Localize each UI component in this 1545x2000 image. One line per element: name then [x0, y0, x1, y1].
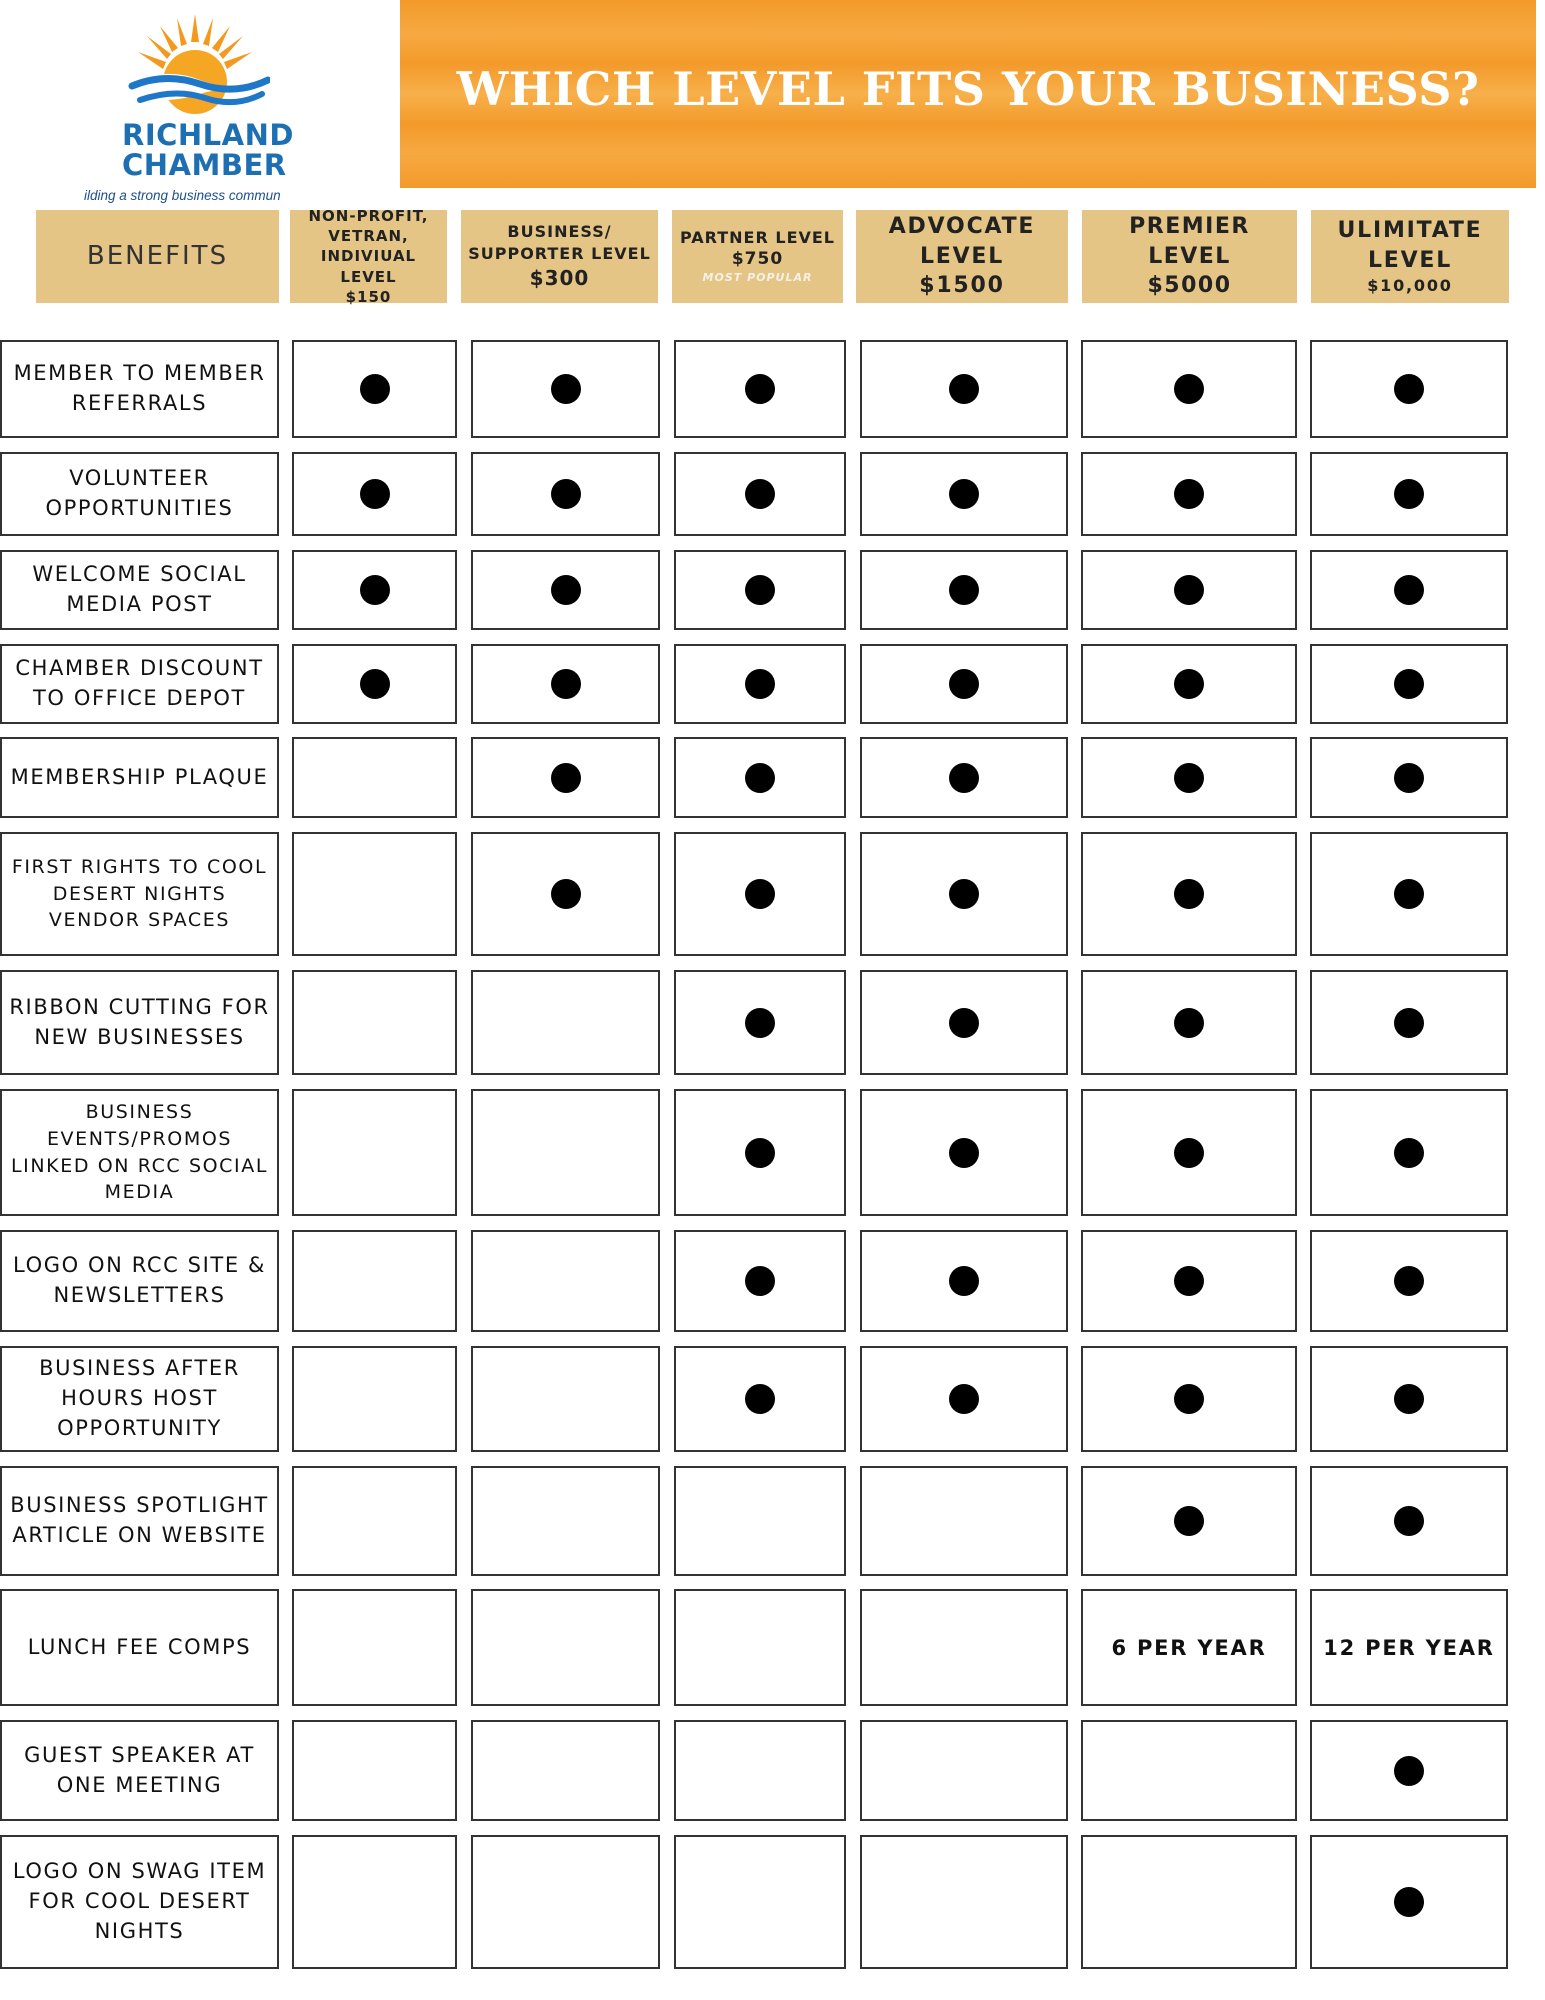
- level-cell: [674, 1230, 846, 1332]
- included-dot-icon: [1394, 763, 1424, 793]
- included-dot-icon: [1394, 1266, 1424, 1296]
- benefit-label-cell: [0, 1466, 279, 1576]
- benefit-label-cell: [0, 1589, 279, 1706]
- included-dot-icon: [1394, 1138, 1424, 1168]
- benefit-label-cell: [0, 340, 279, 438]
- included-dot-icon: [949, 1384, 979, 1414]
- level-cell: [292, 340, 457, 438]
- benefit-label-cell: [0, 1089, 279, 1216]
- included-dot-icon: [745, 879, 775, 909]
- level-cell: [1310, 1835, 1508, 1969]
- benefit-label-cell: [0, 1346, 279, 1452]
- included-dot-icon: [1174, 879, 1204, 909]
- included-dot-icon: [949, 1008, 979, 1038]
- level-cell: [1081, 340, 1297, 438]
- benefit-label: RIBBON CUTTING FOR NEW BUSINESSES: [9, 994, 270, 1049]
- included-dot-icon: [1174, 1138, 1204, 1168]
- level-cell: [1310, 970, 1508, 1075]
- included-dot-icon: [745, 669, 775, 699]
- included-dot-icon: [949, 479, 979, 509]
- included-dot-icon: [1394, 1506, 1424, 1536]
- benefit-label: MEMBERSHIP PLAQUE: [10, 764, 269, 789]
- included-dot-icon: [1394, 1384, 1424, 1414]
- included-dot-icon: [1174, 479, 1204, 509]
- level-cell: [860, 550, 1068, 630]
- level-cell: [1081, 832, 1297, 956]
- level-header-advocate: [856, 210, 1068, 303]
- level-name: BUSINESS/ SUPPORTER LEVEL: [468, 222, 651, 263]
- benefit-label-cell: [0, 644, 279, 724]
- level-cell: [674, 1589, 846, 1706]
- level-cell-text: 6 PER YEAR: [1111, 1635, 1267, 1660]
- most-popular-note: MOST POPULAR: [702, 271, 813, 285]
- level-name: PREMIER LEVEL: [1129, 213, 1250, 269]
- level-cell: [674, 832, 846, 956]
- benefit-label: LUNCH FEE COMPS: [27, 1634, 252, 1659]
- included-dot-icon: [745, 763, 775, 793]
- included-dot-icon: [949, 763, 979, 793]
- level-cell: [674, 644, 846, 724]
- included-dot-icon: [745, 479, 775, 509]
- level-price: $750: [731, 249, 784, 270]
- level-cell: [292, 644, 457, 724]
- title-banner: [400, 0, 1536, 188]
- level-cell: [292, 832, 457, 956]
- level-cell: [471, 340, 660, 438]
- benefit-label-cell: [0, 452, 279, 536]
- included-dot-icon: [360, 374, 390, 404]
- included-dot-icon: [949, 374, 979, 404]
- level-cell: [860, 1835, 1068, 1969]
- level-cell: [860, 1589, 1068, 1706]
- level-price: $10,000: [1367, 276, 1453, 296]
- level-cell: [860, 1466, 1068, 1576]
- level-cell: [292, 1589, 457, 1706]
- level-cell: [292, 1230, 457, 1332]
- included-dot-icon: [745, 1138, 775, 1168]
- included-dot-icon: [1174, 763, 1204, 793]
- benefit-label: FIRST RIGHTS TO COOL DESERT NIGHTS VENDOR SPACES: [11, 856, 268, 932]
- level-cell: [860, 340, 1068, 438]
- level-cell: [1081, 1089, 1297, 1216]
- level-cell: [471, 452, 660, 536]
- included-dot-icon: [1394, 1887, 1424, 1917]
- benefit-label: WELCOME SOCIAL MEDIA POST: [32, 562, 247, 616]
- included-dot-icon: [1394, 879, 1424, 909]
- included-dot-icon: [360, 479, 390, 509]
- included-dot-icon: [745, 1266, 775, 1296]
- level-cell: [1310, 1720, 1508, 1821]
- level-header-ultimate: [1311, 210, 1509, 303]
- level-name: ULIMITATE LEVEL: [1337, 218, 1483, 273]
- level-cell: [292, 1835, 457, 1969]
- level-cell: [471, 1835, 660, 1969]
- benefit-label-cell: [0, 550, 279, 630]
- level-cell: [292, 1089, 457, 1216]
- level-cell: [1081, 644, 1297, 724]
- level-cell: [674, 1346, 846, 1452]
- level-cell: [471, 1466, 660, 1576]
- included-dot-icon: [1174, 1008, 1204, 1038]
- level-cell: [860, 737, 1068, 818]
- included-dot-icon: [1394, 1008, 1424, 1038]
- level-cell: [1081, 452, 1297, 536]
- level-cell: [1310, 340, 1508, 438]
- level-cell: [292, 452, 457, 536]
- level-header-nonprofit: [290, 206, 447, 306]
- level-cell: [860, 644, 1068, 724]
- included-dot-icon: [551, 763, 581, 793]
- level-cell: [1310, 452, 1508, 536]
- included-dot-icon: [949, 1266, 979, 1296]
- included-dot-icon: [745, 1008, 775, 1038]
- level-cell: [674, 1089, 846, 1216]
- benefits-header: [36, 210, 279, 303]
- level-cell: [1310, 1589, 1508, 1706]
- included-dot-icon: [1394, 374, 1424, 404]
- level-cell: [471, 1720, 660, 1821]
- benefit-label: CHAMBER DISCOUNT TO OFFICE DEPOT: [15, 656, 264, 710]
- included-dot-icon: [1174, 1384, 1204, 1414]
- benefit-label: GUEST SPEAKER AT ONE MEETING: [24, 1742, 255, 1797]
- benefit-label: BUSINESS EVENTS/PROMOS LINKED ON RCC SOCIAL MEDIA: [10, 1101, 269, 1204]
- included-dot-icon: [1394, 575, 1424, 605]
- included-dot-icon: [360, 575, 390, 605]
- included-dot-icon: [949, 1138, 979, 1168]
- included-dot-icon: [360, 669, 390, 699]
- included-dot-icon: [551, 669, 581, 699]
- level-cell-text: 12 PER YEAR: [1323, 1635, 1495, 1660]
- level-price: $150: [345, 287, 392, 306]
- included-dot-icon: [551, 575, 581, 605]
- included-dot-icon: [1394, 1756, 1424, 1786]
- level-cell: [1081, 1346, 1297, 1452]
- sun-wave-icon: [120, 14, 270, 114]
- level-cell: [860, 1230, 1068, 1332]
- level-name: NON-PROFIT, VETRAN, INDIVIUAL LEVEL: [308, 206, 429, 286]
- included-dot-icon: [1174, 669, 1204, 699]
- level-cell: [674, 1720, 846, 1821]
- logo-tagline: ilding a strong business commun: [84, 188, 281, 203]
- included-dot-icon: [745, 1384, 775, 1414]
- level-cell: [471, 550, 660, 630]
- level-cell: [674, 1835, 846, 1969]
- level-header-business: [461, 210, 658, 303]
- included-dot-icon: [551, 374, 581, 404]
- level-cell: [860, 970, 1068, 1075]
- included-dot-icon: [1394, 479, 1424, 509]
- level-cell: [292, 1720, 457, 1821]
- level-cell: [292, 970, 457, 1075]
- level-cell: [471, 1346, 660, 1452]
- benefit-label-cell: [0, 832, 279, 956]
- benefit-label: VOLUNTEER OPPORTUNITIES: [45, 466, 234, 520]
- level-cell: [674, 550, 846, 630]
- included-dot-icon: [1394, 669, 1424, 699]
- level-cell: [860, 1720, 1068, 1821]
- level-cell: [1081, 1835, 1297, 1969]
- level-cell: [1310, 1230, 1508, 1332]
- included-dot-icon: [551, 879, 581, 909]
- level-cell: [1310, 1466, 1508, 1576]
- included-dot-icon: [1174, 1506, 1204, 1536]
- level-cell: [1081, 1720, 1297, 1821]
- included-dot-icon: [949, 669, 979, 699]
- level-cell: [292, 1466, 457, 1576]
- level-header-premier: [1082, 210, 1297, 303]
- level-cell: [471, 1589, 660, 1706]
- level-cell: [860, 832, 1068, 956]
- level-cell: [674, 737, 846, 818]
- level-price: $1500: [919, 273, 1005, 299]
- logo-text-line1: RICHLAND: [122, 118, 294, 152]
- chamber-logo: [80, 14, 320, 204]
- level-cell: [1081, 550, 1297, 630]
- level-cell: [471, 1089, 660, 1216]
- level-cell: [1310, 832, 1508, 956]
- level-cell: [292, 737, 457, 818]
- page-title: WHICH LEVEL FITS YOUR BUSINESS?: [456, 62, 1480, 116]
- level-price: $300: [529, 265, 590, 290]
- level-cell: [292, 550, 457, 630]
- level-cell: [1310, 1089, 1508, 1216]
- level-price: $5000: [1147, 273, 1232, 299]
- benefit-label-cell: [0, 737, 279, 818]
- level-cell: [1081, 1589, 1297, 1706]
- level-cell: [674, 1466, 846, 1576]
- level-cell: [674, 970, 846, 1075]
- level-cell: [471, 737, 660, 818]
- level-name: PARTNER LEVEL: [680, 227, 835, 247]
- level-cell: [1081, 737, 1297, 818]
- level-cell: [860, 1346, 1068, 1452]
- included-dot-icon: [949, 575, 979, 605]
- level-name: ADVOCATE LEVEL: [888, 213, 1036, 269]
- level-cell: [471, 832, 660, 956]
- level-cell: [1081, 1466, 1297, 1576]
- included-dot-icon: [1174, 575, 1204, 605]
- benefit-label: MEMBER TO MEMBER REFERRALS: [13, 361, 266, 415]
- level-cell: [1310, 550, 1508, 630]
- level-cell: [471, 1230, 660, 1332]
- included-dot-icon: [745, 575, 775, 605]
- level-cell: [1081, 970, 1297, 1075]
- level-header-partner: [672, 210, 843, 303]
- benefit-label-cell: [0, 970, 279, 1075]
- benefit-label-cell: [0, 1230, 279, 1332]
- level-cell: [860, 452, 1068, 536]
- level-cell: [292, 1346, 457, 1452]
- level-cell: [1310, 644, 1508, 724]
- level-cell: [1081, 1230, 1297, 1332]
- level-cell: [674, 340, 846, 438]
- level-cell: [471, 644, 660, 724]
- level-cell: [1310, 737, 1508, 818]
- included-dot-icon: [745, 374, 775, 404]
- level-cell: [1310, 1346, 1508, 1452]
- benefits-header-label: BENEFITS: [86, 240, 229, 271]
- level-cell: [471, 970, 660, 1075]
- logo-text-line2: CHAMBER: [122, 148, 287, 182]
- included-dot-icon: [1174, 374, 1204, 404]
- level-cell: [674, 452, 846, 536]
- level-cell: [860, 1089, 1068, 1216]
- included-dot-icon: [551, 479, 581, 509]
- benefit-label-cell: [0, 1720, 279, 1821]
- benefit-label: BUSINESS AFTER HOURS HOST OPPORTUNITY: [39, 1356, 240, 1440]
- benefit-label: LOGO ON SWAG ITEM FOR COOL DESERT NIGHTS: [12, 1859, 267, 1943]
- included-dot-icon: [1174, 1266, 1204, 1296]
- included-dot-icon: [949, 879, 979, 909]
- benefit-label: LOGO ON RCC SITE & NEWSLETTERS: [13, 1253, 266, 1307]
- benefit-label: BUSINESS SPOTLIGHT ARTICLE ON WEBSITE: [10, 1493, 269, 1547]
- benefit-label-cell: [0, 1835, 279, 1969]
